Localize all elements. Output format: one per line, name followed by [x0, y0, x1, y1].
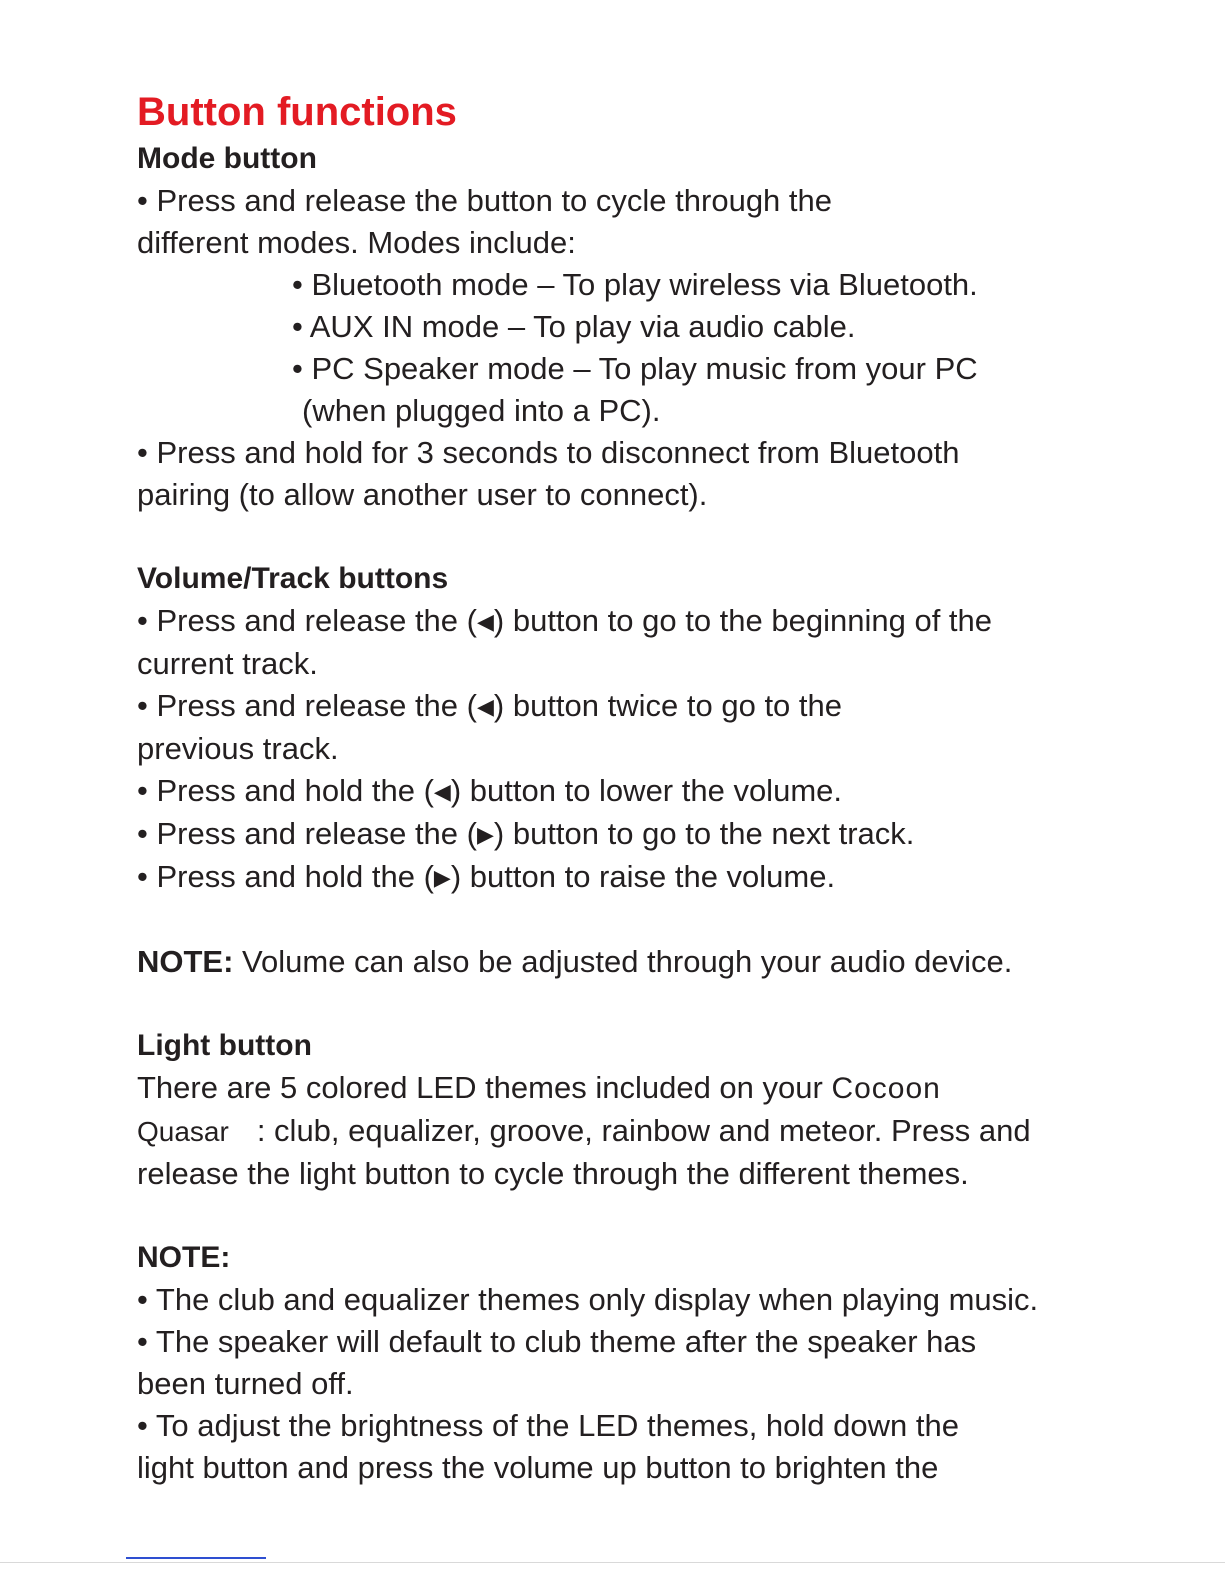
volume-text-line: current track.	[137, 646, 318, 681]
volume-note: NOTE: Volume can also be adjusted through your audio device.	[137, 944, 1013, 979]
bottom-divider	[0, 1562, 1225, 1563]
note-bullet: • To adjust the brightness of the LED themes, hold down the	[137, 1408, 959, 1443]
mode-text-line: different modes. Modes include:	[137, 225, 576, 260]
note-label: NOTE:	[137, 944, 234, 979]
mode-heading: Mode button	[137, 142, 317, 175]
mode-text-line: • Press and release the button to cycle through the	[137, 183, 833, 218]
light-text-line: Quasar : club, equalizer, groove, rainbow and meteor. Press and	[137, 1113, 1031, 1148]
note-heading: NOTE:	[137, 1241, 231, 1274]
volume-text-line: previous track.	[137, 731, 339, 766]
mode-list-item: • Bluetooth mode – To play wireless via Bluetooth.	[292, 267, 978, 302]
left-arrow-icon: ◀	[476, 609, 494, 634]
page-title: Button functions	[137, 90, 457, 134]
volume-text-line: • Press and release the (▶) button to go to the next track.	[137, 816, 915, 851]
light-heading: Light button	[137, 1029, 312, 1062]
right-arrow-icon: ▶	[476, 822, 494, 847]
volume-text-line: • Press and hold the (◀) button to lower the volume.	[137, 773, 842, 808]
product-name: Cocoon	[831, 1072, 941, 1105]
volume-text-line: • Press and release the (◀) button twice to go to the	[137, 688, 843, 723]
manual-page	[137, 88, 1137, 1489]
volume-heading: Volume/Track buttons	[137, 562, 449, 595]
left-arrow-icon: ◀	[476, 694, 494, 719]
volume-text-line: • Press and hold the (▶) button to raise the volume.	[137, 859, 836, 894]
mode-list-item-continued: (when plugged into a PC).	[302, 393, 661, 428]
light-text-line: release the light button to cycle through the different themes.	[137, 1156, 969, 1191]
note-bullet: • The speaker will default to club theme after the speaker has	[137, 1324, 977, 1359]
light-text-line: There are 5 colored LED themes included on your Cocoon	[137, 1070, 941, 1105]
note-bullet: been turned off.	[137, 1366, 354, 1401]
mode-hold-line: pairing (to allow another user to connect).	[137, 477, 708, 512]
product-name: Quasar	[137, 1116, 229, 1147]
mode-list-item: • AUX IN mode – To play via audio cable.	[292, 309, 856, 344]
bottom-link-underline	[126, 1557, 266, 1559]
note-bullet: • The club and equalizer themes only display when playing music.	[137, 1282, 1039, 1317]
mode-list-item: • PC Speaker mode – To play music from your PC	[292, 351, 978, 386]
mode-hold-line: • Press and hold for 3 seconds to disconnect from Bluetooth	[137, 435, 960, 470]
volume-text-line: • Press and release the (◀) button to go to the beginning of the	[137, 603, 993, 638]
right-arrow-icon: ▶	[433, 865, 451, 890]
note-bullet: light button and press the volume up button to brighten the	[137, 1450, 939, 1485]
left-arrow-icon: ◀	[433, 779, 451, 804]
